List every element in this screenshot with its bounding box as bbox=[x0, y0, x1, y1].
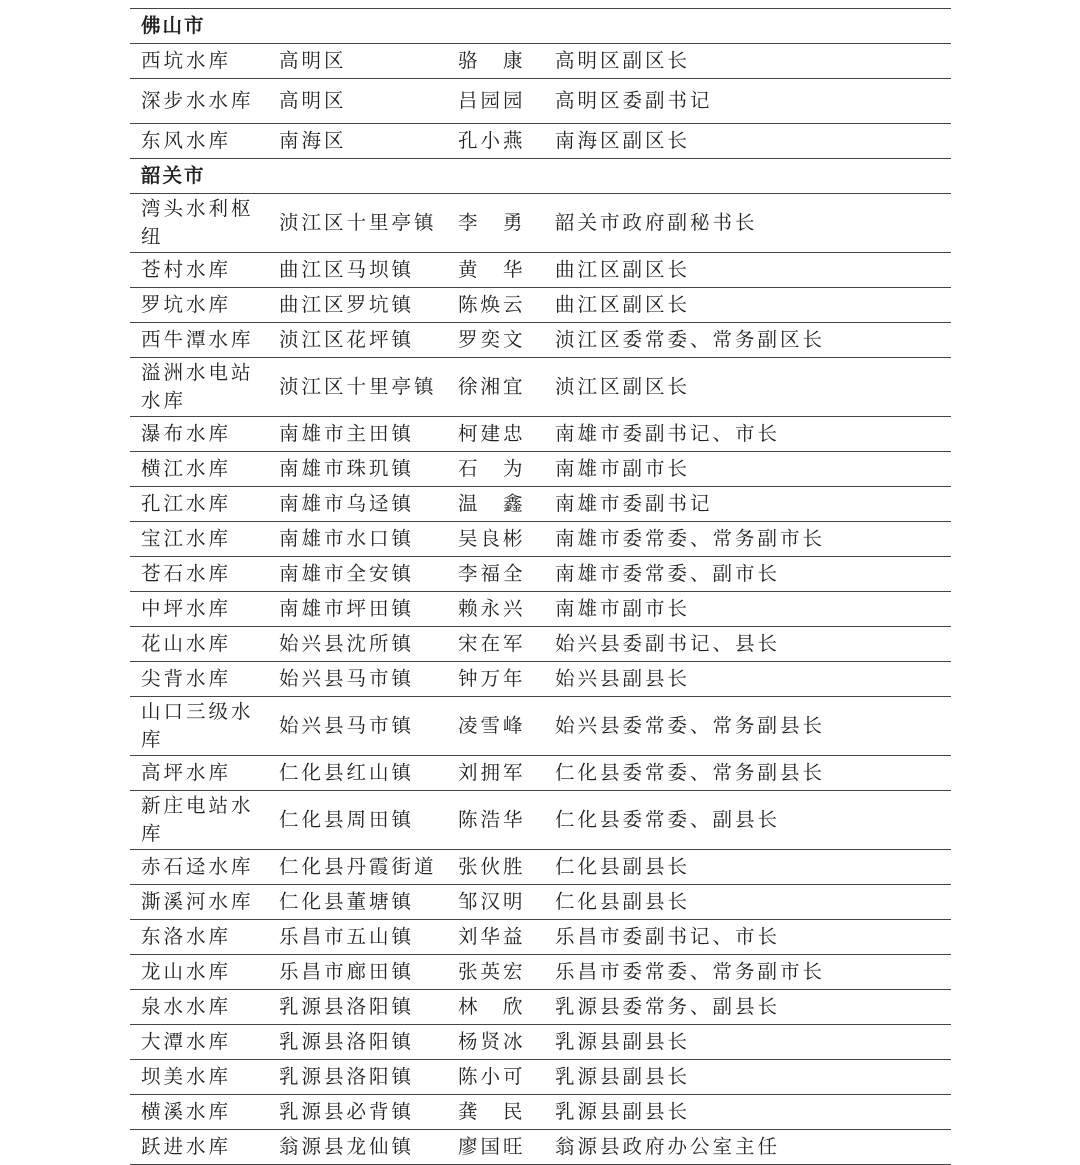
position-cell: 南雄市副市长 bbox=[544, 452, 951, 487]
reservoir-name-cell: 大潭水库 bbox=[130, 1025, 268, 1060]
table-row bbox=[130, 452, 951, 487]
responsible-person-cell: 吕园园 bbox=[447, 79, 544, 124]
position-cell: 南雄市副市长 bbox=[544, 592, 951, 627]
reservoir-name-cell: 赤石迳水库 bbox=[130, 850, 268, 885]
position-cell: 南雄市委副书记、市长 bbox=[544, 417, 951, 452]
reservoir-name-cell: 尖背水库 bbox=[130, 662, 268, 697]
location-cell: 浈江区十里亭镇 bbox=[268, 194, 447, 253]
reservoir-name-cell: 山口三级水库 bbox=[130, 697, 268, 756]
responsible-person-cell: 赖永兴 bbox=[447, 592, 544, 627]
responsible-person-cell: 廖国旺 bbox=[447, 1130, 544, 1165]
position-cell: 曲江区副区长 bbox=[544, 253, 951, 288]
table-row bbox=[130, 1095, 951, 1130]
position-cell: 高明区副区长 bbox=[544, 44, 951, 79]
position-cell: 乳源县副县长 bbox=[544, 1095, 951, 1130]
reservoir-name-cell: 东洛水库 bbox=[130, 920, 268, 955]
responsible-person-cell: 徐湘宜 bbox=[447, 358, 544, 417]
reservoir-name-cell: 溢洲水电站水库 bbox=[130, 358, 268, 417]
table-row bbox=[130, 417, 951, 452]
position-cell: 南海区副区长 bbox=[544, 124, 951, 159]
reservoir-name-cell: 瀑布水库 bbox=[130, 417, 268, 452]
location-cell: 南雄市乌迳镇 bbox=[268, 487, 447, 522]
city-name: 韶关市 bbox=[130, 159, 951, 194]
reservoir-name-cell: 澌溪河水库 bbox=[130, 885, 268, 920]
location-cell: 南雄市全安镇 bbox=[268, 557, 447, 592]
position-cell: 仁化县副县长 bbox=[544, 850, 951, 885]
location-cell: 乳源县洛阳镇 bbox=[268, 1060, 447, 1095]
reservoir-name-cell: 孔江水库 bbox=[130, 487, 268, 522]
table-row bbox=[130, 1130, 951, 1165]
table-row bbox=[130, 358, 951, 417]
location-cell: 乳源县洛阳镇 bbox=[268, 990, 447, 1025]
position-cell: 南雄市委常委、常务副市长 bbox=[544, 522, 951, 557]
responsible-person-cell: 钟万年 bbox=[447, 662, 544, 697]
table-row bbox=[130, 885, 951, 920]
reservoir-name-cell: 坝美水库 bbox=[130, 1060, 268, 1095]
responsible-person-cell: 邹汉明 bbox=[447, 885, 544, 920]
table-row bbox=[130, 592, 951, 627]
reservoir-name-cell: 花山水库 bbox=[130, 627, 268, 662]
position-cell: 浈江区委常委、常务副区长 bbox=[544, 323, 951, 358]
position-cell: 乳源县副县长 bbox=[544, 1025, 951, 1060]
table-row bbox=[130, 955, 951, 990]
position-cell: 翁源县政府办公室主任 bbox=[544, 1130, 951, 1165]
location-cell: 始兴县马市镇 bbox=[268, 662, 447, 697]
location-cell: 翁源县龙仙镇 bbox=[268, 1130, 447, 1165]
position-cell: 仁化县委常委、副县长 bbox=[544, 791, 951, 850]
position-cell: 曲江区副区长 bbox=[544, 288, 951, 323]
responsible-person-cell: 柯建忠 bbox=[447, 417, 544, 452]
reservoir-name-cell: 新庄电站水库 bbox=[130, 791, 268, 850]
location-cell: 仁化县丹霞街道 bbox=[268, 850, 447, 885]
city-header-row bbox=[130, 159, 951, 194]
responsible-person-cell: 吴良彬 bbox=[447, 522, 544, 557]
reservoir-responsibility-table bbox=[130, 8, 951, 1165]
reservoir-name-cell: 罗坑水库 bbox=[130, 288, 268, 323]
table-row bbox=[130, 1025, 951, 1060]
location-cell: 高明区 bbox=[268, 44, 447, 79]
responsible-person-cell: 龚 民 bbox=[447, 1095, 544, 1130]
table-row bbox=[130, 79, 951, 124]
position-cell: 乐昌市委常委、常务副市长 bbox=[544, 955, 951, 990]
table-row bbox=[130, 756, 951, 791]
reservoir-name-cell: 湾头水利枢纽 bbox=[130, 194, 268, 253]
location-cell: 南海区 bbox=[268, 124, 447, 159]
reservoir-name-cell: 龙山水库 bbox=[130, 955, 268, 990]
position-cell: 高明区委副书记 bbox=[544, 79, 951, 124]
reservoir-name-cell: 横溪水库 bbox=[130, 1095, 268, 1130]
table-row bbox=[130, 850, 951, 885]
location-cell: 始兴县沈所镇 bbox=[268, 627, 447, 662]
location-cell: 南雄市珠玑镇 bbox=[268, 452, 447, 487]
location-cell: 仁化县红山镇 bbox=[268, 756, 447, 791]
table-row bbox=[130, 323, 951, 358]
position-cell: 始兴县委副书记、县长 bbox=[544, 627, 951, 662]
reservoir-name-cell: 苍石水库 bbox=[130, 557, 268, 592]
reservoir-name-cell: 深步水水库 bbox=[130, 79, 268, 124]
position-cell: 南雄市委常委、副市长 bbox=[544, 557, 951, 592]
position-cell: 始兴县委常委、常务副县长 bbox=[544, 697, 951, 756]
table-row bbox=[130, 522, 951, 557]
table-row bbox=[130, 791, 951, 850]
position-cell: 仁化县委常委、常务副县长 bbox=[544, 756, 951, 791]
location-cell: 浈江区十里亭镇 bbox=[268, 358, 447, 417]
location-cell: 乳源县必背镇 bbox=[268, 1095, 447, 1130]
responsible-person-cell: 杨贤冰 bbox=[447, 1025, 544, 1060]
location-cell: 曲江区马坝镇 bbox=[268, 253, 447, 288]
position-cell: 浈江区副区长 bbox=[544, 358, 951, 417]
city-header-row bbox=[130, 9, 951, 44]
reservoir-name-cell: 西牛潭水库 bbox=[130, 323, 268, 358]
table-row bbox=[130, 627, 951, 662]
responsible-person-cell: 黄 华 bbox=[447, 253, 544, 288]
table-row bbox=[130, 124, 951, 159]
location-cell: 曲江区罗坑镇 bbox=[268, 288, 447, 323]
reservoir-name-cell: 宝江水库 bbox=[130, 522, 268, 557]
responsible-person-cell: 孔小燕 bbox=[447, 124, 544, 159]
city-name: 佛山市 bbox=[130, 9, 951, 44]
location-cell: 乐昌市五山镇 bbox=[268, 920, 447, 955]
responsible-person-cell: 石 为 bbox=[447, 452, 544, 487]
reservoir-name-cell: 中坪水库 bbox=[130, 592, 268, 627]
reservoir-name-cell: 跃进水库 bbox=[130, 1130, 268, 1165]
location-cell: 仁化县周田镇 bbox=[268, 791, 447, 850]
location-cell: 高明区 bbox=[268, 79, 447, 124]
table-row bbox=[130, 44, 951, 79]
location-cell: 浈江区花坪镇 bbox=[268, 323, 447, 358]
position-cell: 乐昌市委副书记、市长 bbox=[544, 920, 951, 955]
reservoir-name-cell: 东风水库 bbox=[130, 124, 268, 159]
responsible-person-cell: 陈焕云 bbox=[447, 288, 544, 323]
responsible-person-cell: 宋在军 bbox=[447, 627, 544, 662]
table-row bbox=[130, 1060, 951, 1095]
responsible-person-cell: 林 欣 bbox=[447, 990, 544, 1025]
location-cell: 仁化县董塘镇 bbox=[268, 885, 447, 920]
table-row bbox=[130, 253, 951, 288]
table-row bbox=[130, 920, 951, 955]
position-cell: 乳源县委常务、副县长 bbox=[544, 990, 951, 1025]
table-row bbox=[130, 288, 951, 323]
responsible-person-cell: 刘华益 bbox=[447, 920, 544, 955]
location-cell: 乐昌市廊田镇 bbox=[268, 955, 447, 990]
position-cell: 韶关市政府副秘书长 bbox=[544, 194, 951, 253]
position-cell: 仁化县副县长 bbox=[544, 885, 951, 920]
location-cell: 南雄市主田镇 bbox=[268, 417, 447, 452]
position-cell: 南雄市委副书记 bbox=[544, 487, 951, 522]
location-cell: 乳源县洛阳镇 bbox=[268, 1025, 447, 1060]
position-cell: 乳源县副县长 bbox=[544, 1060, 951, 1095]
responsible-person-cell: 李 勇 bbox=[447, 194, 544, 253]
position-cell: 始兴县副县长 bbox=[544, 662, 951, 697]
reservoir-name-cell: 高坪水库 bbox=[130, 756, 268, 791]
reservoir-name-cell: 横江水库 bbox=[130, 452, 268, 487]
reservoir-name-cell: 苍村水库 bbox=[130, 253, 268, 288]
responsible-person-cell: 张伙胜 bbox=[447, 850, 544, 885]
location-cell: 始兴县马市镇 bbox=[268, 697, 447, 756]
responsible-person-cell: 罗奕文 bbox=[447, 323, 544, 358]
reservoir-name-cell: 西坑水库 bbox=[130, 44, 268, 79]
responsible-person-cell: 温 鑫 bbox=[447, 487, 544, 522]
responsible-person-cell: 陈小可 bbox=[447, 1060, 544, 1095]
table-row bbox=[130, 662, 951, 697]
table-row bbox=[130, 194, 951, 253]
responsible-person-cell: 刘拥军 bbox=[447, 756, 544, 791]
responsible-person-cell: 骆 康 bbox=[447, 44, 544, 79]
table-row bbox=[130, 557, 951, 592]
table-row bbox=[130, 487, 951, 522]
responsible-person-cell: 李福全 bbox=[447, 557, 544, 592]
responsible-person-cell: 凌雪峰 bbox=[447, 697, 544, 756]
location-cell: 南雄市坪田镇 bbox=[268, 592, 447, 627]
table-row bbox=[130, 990, 951, 1025]
responsible-person-cell: 张英宏 bbox=[447, 955, 544, 990]
table-row bbox=[130, 697, 951, 756]
responsible-person-cell: 陈浩华 bbox=[447, 791, 544, 850]
reservoir-name-cell: 泉水水库 bbox=[130, 990, 268, 1025]
table-body bbox=[130, 9, 951, 1165]
location-cell: 南雄市水口镇 bbox=[268, 522, 447, 557]
